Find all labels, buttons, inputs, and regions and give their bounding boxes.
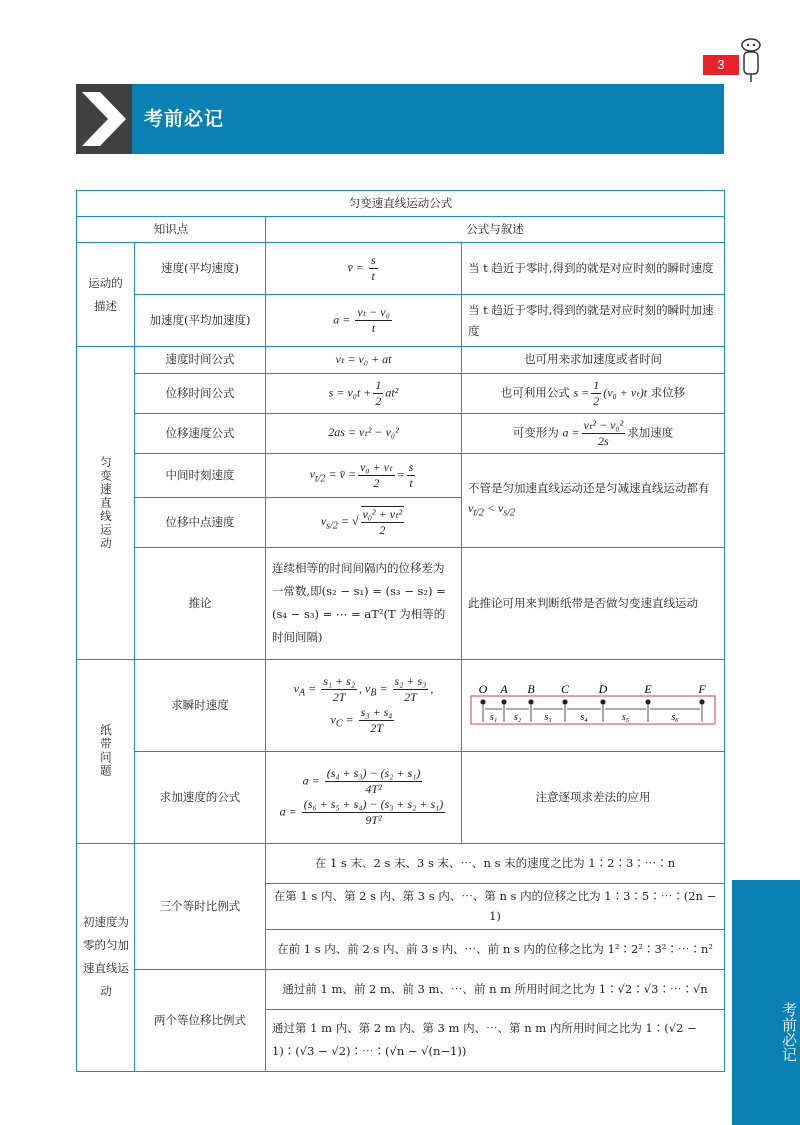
ratio-item: 通过前 1 m、前 2 m、前 3 m、⋯、前 n m 所用时间之比为 1∶√2∶√3∶⋯∶√n <box>266 969 725 1009</box>
ratio-item: 在第 1 s 内、第 2 s 内、第 3 s 内、⋯、第 n s 内的位移之比为 1∶3∶5∶⋯∶(2n − 1) <box>266 883 725 929</box>
row-note: 注意逐项求差法的应用 <box>462 751 725 843</box>
formula-average-velocity: v̄ = $\frac{s}{t}$ <box>266 243 462 295</box>
row-note: 可变形为 a = $\frac{\text{vₜ² − v₀²}}{2s}$ 求加速度 <box>462 413 725 453</box>
tape-segment-label: s₃ <box>544 712 552 724</box>
ratio-item: 通过第 1 m 内、第 2 m 内、第 3 m 内、⋯、第 n m 内所用时间之比为 1∶(√2 − 1)∶(√3 − √2)∶⋯∶(√n − √(n−1)) <box>266 1009 725 1071</box>
row-name: 中间时刻速度 <box>135 453 266 497</box>
tape-point <box>699 699 704 704</box>
page-title: 考前必记 <box>144 108 225 130</box>
row-name: 速度(平均速度) <box>135 243 266 295</box>
tape-point-label: C <box>560 682 570 697</box>
section-label-zero-start: 初速度为零的匀加速直线运动 <box>77 843 135 1071</box>
tape-point <box>528 699 533 704</box>
page-number: 3 <box>703 55 739 75</box>
row-name: 位移中点速度 <box>135 497 266 547</box>
tape-point-label: F <box>698 682 706 697</box>
paper-tape-diagram <box>469 682 717 728</box>
row-name: 推论 <box>135 547 266 659</box>
ratio-item: 在 1 s 末、2 s 末、3 s 末、⋯、n s 末的速度之比为 1∶2∶3∶⋯∶n <box>266 843 725 883</box>
row-note: 当 t 趋近于零时,得到的就是对应时刻的瞬时加速度 <box>462 295 725 347</box>
side-tab-label: 考前必记 <box>780 1002 798 1062</box>
tape-segment-label: s₆ <box>671 712 679 724</box>
tape-segment-label: s₁ <box>489 712 498 724</box>
tape-point-label: O <box>478 682 488 697</box>
section-label-uniform: 匀变速直线运动 <box>77 347 135 660</box>
row-name: 位移速度公式 <box>135 413 266 453</box>
formula-mid-time-velocity: $v_{t/2}$ = v̄ = $\frac{\text{v₀ + vₜ}}{2}$ = $\frac{s}{t}$ <box>266 453 462 497</box>
section-label-description: 运动的描述 <box>77 243 135 347</box>
tape-point-label: B <box>527 682 535 697</box>
tape-diagram-cell <box>462 659 725 751</box>
group-name: 两个等位移比例式 <box>135 969 266 1071</box>
tape-point <box>600 699 605 704</box>
formula-velocity-time: vₜ = v₀ + at <box>266 347 462 374</box>
row-name: 加速度(平均加速度) <box>135 295 266 347</box>
row-note: 也可用来求加速度或者时间 <box>462 347 725 374</box>
formula-average-acceleration: a = $\frac{\text{vₜ − v₀}}{t}$ <box>266 295 462 347</box>
row-note: 当 t 趋近于零时,得到的就是对应时刻的瞬时速度 <box>462 243 725 295</box>
corollary-text: 连续相等的时间间隔内的位移差为一常数,即(s₂ − s₁) = (s₃ − s₂) = (s₄ − s₃) = ⋯ = aT²(T 为相等的时间间隔) <box>266 547 462 659</box>
tape-segment-label: s₅ <box>621 712 630 724</box>
table-title: 匀变速直线运动公式 <box>77 191 725 217</box>
side-tab <box>732 880 800 1125</box>
row-name: 速度时间公式 <box>135 347 266 374</box>
ratio-item: 在前 1 s 内、前 2 s 内、前 3 s 内、⋯、前 n s 内的位移之比为 1²∶2²∶3²∶⋯∶n² <box>266 929 725 969</box>
formula-displacement-velocity: 2as = vₜ² − v₀² <box>266 413 462 453</box>
col-header-formula: 公式与叙述 <box>266 217 725 243</box>
formula-mid-displacement-velocity: $v_{s/2}$ = √ $\frac{\text{v₀² + vₜ²}}{2}$ <box>266 497 462 547</box>
col-header-knowledge: 知识点 <box>77 217 266 243</box>
formula-tape-acceleration: a = $\frac{\text{(s₄ + s₃) − (s₂ + s₁)}}{\text{4T²}}$ a = $\frac{\text{(s₆ + s₅ + s₄) − (s₃ + s₂ + s₁)}}{\text{9T²}}$ <box>266 751 462 843</box>
formula-table <box>76 190 725 1072</box>
tape-segment-label: s₄ <box>580 712 588 724</box>
row-name: 位移时间公式 <box>135 373 266 413</box>
formula-instant-velocity: $v_A$ = $\frac{\text{s₁ + s₂}}{2T}$ , $v_B$ = $\frac{\text{s₂ + s₃}}{2T}$ , $v_C$ = $\frac{\text{s₃ + s₄}}{2T}$ <box>266 659 462 751</box>
tape-point-label: D <box>598 682 608 697</box>
section-label-tape: 纸带问题 <box>77 659 135 843</box>
tape-point <box>562 699 567 704</box>
tape-segment-label: s₂ <box>513 712 522 724</box>
row-name: 求瞬时速度 <box>135 659 266 751</box>
row-note: 此推论可用来判断纸带是否做匀变速直线运动 <box>462 547 725 659</box>
chevron-right-icon <box>76 84 132 154</box>
row-name: 求加速度的公式 <box>135 751 266 843</box>
tape-point-label: A <box>500 682 508 697</box>
group-name: 三个等时比例式 <box>135 843 266 969</box>
tape-point <box>480 699 485 704</box>
shared-note: 不管是匀加速直线运动还是匀减速直线运动都有 $v_{t/2} < v_{s/2}$ <box>462 453 725 547</box>
mascot-icon <box>738 36 764 84</box>
formula-displacement-time: s = v₀t + $\frac{1}{2}$ at² <box>266 373 462 413</box>
tape-point-label: E <box>644 682 652 697</box>
row-note: 也可利用公式 s = $\frac{1}{2}$ (v₀ + vₜ)t 求位移 <box>462 373 725 413</box>
tape-point <box>501 699 506 704</box>
tape-point <box>645 699 650 704</box>
